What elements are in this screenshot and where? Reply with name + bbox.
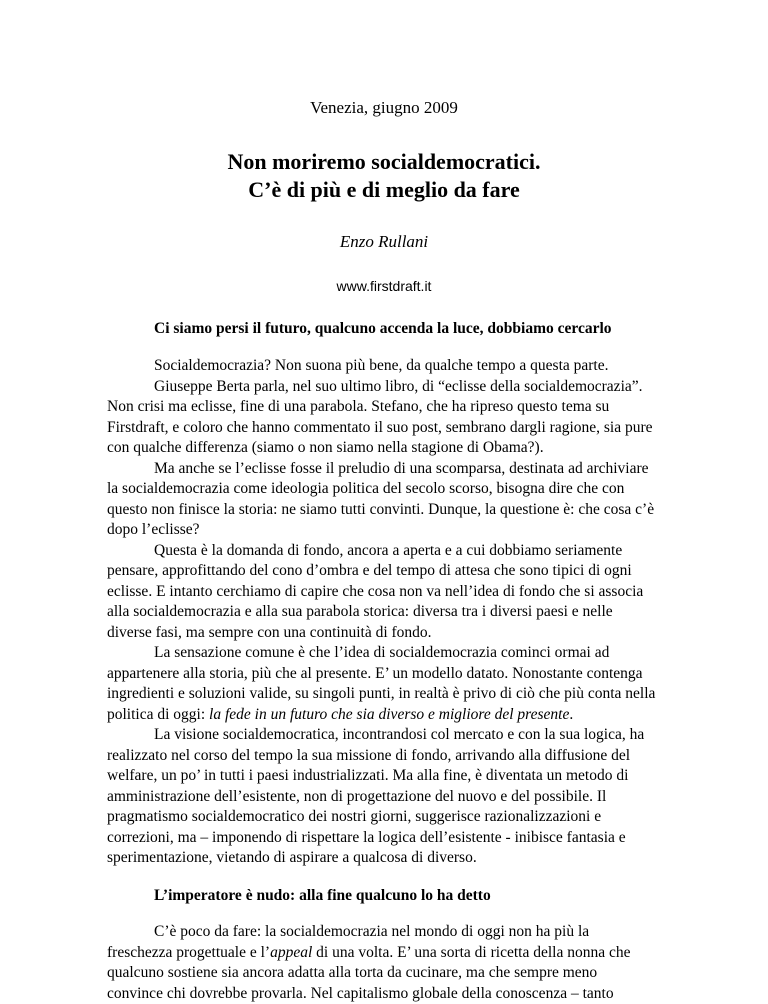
text-line: appartenere alla storia, più che al presente. E’ un modello datato. Nonostante contenga	[107, 664, 667, 685]
italic-phrase: la fede in un futuro che sia diverso e migliore del presente	[209, 706, 569, 723]
text-line: convince chi dovrebbe provarla. Nel capitalismo globale della conoscenza – tanto	[107, 984, 667, 1004]
document-date: Venezia, giugno 2009	[0, 98, 768, 118]
section-heading-1: Ci siamo persi il futuro, qualcuno accenda la luce, dobbiamo cercarlo	[154, 320, 612, 338]
author-name: Enzo Rullani	[0, 232, 768, 252]
section-2-body	[107, 922, 667, 1004]
text-line: ingredienti e soluzioni valide, su singoli punti, in realtà è privo di ciò che più conta nella	[107, 684, 667, 705]
text-line: Questa è la domanda di fondo, ancora a aperta e a cui dobbiamo seriamente	[107, 541, 667, 562]
text-line: qualcuno sostiene sia ancora adatta alla torta da cucinare, ma che sempre meno	[107, 963, 667, 984]
text-line: Socialdemocrazia? Non suona più bene, da qualche tempo a questa parte.	[107, 356, 667, 377]
text-line: C’è poco da fare: la socialdemocrazia nel mondo di oggi non ha più la	[107, 922, 667, 943]
text-line: welfare, un po’ in tutti i paesi industrializzati. Ma alla fine, è diventata un metodo di	[107, 766, 667, 787]
section-1-body	[107, 356, 667, 869]
text-span: di una volta. E’ una sorta di ricetta della nonna che	[312, 944, 630, 961]
text-line: alla socialdemocrazia e alla sua parabola storica: diversa tra i diversi paesi e nelle	[107, 602, 667, 623]
website-url: www.firstdraft.it	[0, 278, 768, 294]
text-line	[107, 943, 667, 964]
text-line: eclisse. E intanto cerchiamo di capire che cosa non va nell’idea di fondo che si associa	[107, 582, 667, 603]
document-title	[0, 148, 768, 204]
text-line: la socialdemocrazia come ideologia politica del secolo scorso, bisogna dire che con	[107, 479, 667, 500]
text-line: La sensazione comune è che l’idea di socialdemocrazia cominci ormai ad	[107, 643, 667, 664]
text-line: La visione socialdemocratica, incontrandosi col mercato e con la sua logica, ha	[107, 725, 667, 746]
italic-word: appeal	[270, 944, 312, 961]
title-line-1: Non moriremo socialdemocratici.	[0, 148, 768, 176]
section-heading-2: L’imperatore è nudo: alla fine qualcuno lo ha detto	[154, 887, 491, 905]
text-line: realizzato nel corso del tempo la sua missione di fondo, arrivando alla diffusione del	[107, 746, 667, 767]
text-line: pragmatismo socialdemocratico dei nostri giorni, suggerisce razionalizzazioni e	[107, 807, 667, 828]
text-line: Giuseppe Berta parla, nel suo ultimo libro, di “eclisse della socialdemocrazia”.	[107, 377, 667, 398]
text-line: Ma anche se l’eclisse fosse il preludio di una scomparsa, destinata ad archiviare	[107, 459, 667, 480]
text-line: questo non finisce la storia: ne siamo tutti convinti. Dunque, la questione è: che cosa c’è	[107, 500, 667, 521]
text-line: sperimentazione, vietando di aspirare a qualcosa di diverso.	[107, 848, 667, 869]
text-line: amministrazione dell’esistente, non di progettazione del nuovo e del possibile. Il	[107, 787, 667, 808]
text-span: freschezza progettuale e l’	[107, 944, 270, 961]
text-line: correzioni, ma – imponendo di rispettare la logica dell’esistente - inibisce fantasia e	[107, 828, 667, 849]
text-line	[107, 705, 667, 726]
text-line: diverse fasi, ma sempre con una continuità di fondo.	[107, 623, 667, 644]
text-line: pensare, approfittando del cono d’ombra e del tempo di attesa che sono tipici di ogni	[107, 561, 667, 582]
text-line: Non crisi ma eclisse, fine di una parabola. Stefano, che ha ripreso questo tema su	[107, 397, 667, 418]
title-line-2: C’è di più e di meglio da fare	[0, 176, 768, 204]
text-span: .	[569, 706, 573, 723]
text-span: politica di oggi:	[107, 706, 209, 723]
text-line: dopo l’eclisse?	[107, 520, 667, 541]
text-line: con qualche differenza (siamo o non siamo nella stagione di Obama?).	[107, 438, 667, 459]
text-line: Firstdraft, e coloro che hanno commentato il suo post, sembrano dargli ragione, sia pure	[107, 418, 667, 439]
